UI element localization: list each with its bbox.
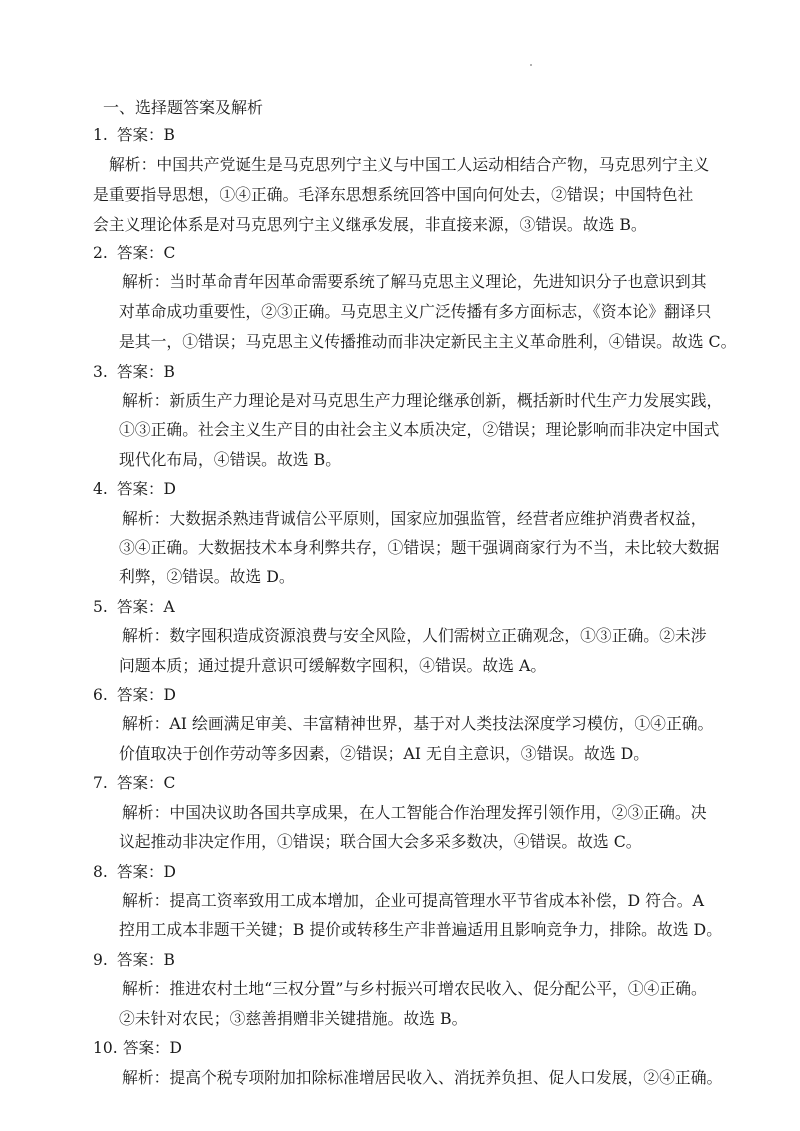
- answer-text: 答案：C: [117, 244, 176, 262]
- analysis-line: 解析：AI 绘画满足审美、丰富精神世界，基于对人类技法深度学习模仿，①④正确。: [122, 714, 714, 733]
- analysis-line: 解析：提高个税专项附加扣除标准增居民收入、消抚养负担、促人口发展，②④正确。: [122, 1068, 723, 1087]
- analysis-line: 价值取决于创作劳动等多因素，②错误；AI 无自主意识，③错误。故选 D。: [119, 744, 650, 763]
- answer-text: 答案：A: [117, 598, 175, 616]
- answer-line-4: [93, 477, 176, 501]
- item-number: 5.: [93, 598, 108, 616]
- item-number: 1.: [93, 126, 108, 144]
- item-number: 7.: [93, 774, 108, 792]
- item-number: 2.: [93, 244, 108, 262]
- answer-text: 答案：D: [117, 480, 176, 498]
- analysis-line: ③④正确。大数据技术本身利弊共存，①错误；题干强调商家行为不当，未比较大数据: [119, 538, 720, 557]
- item-number: 6.: [93, 686, 108, 704]
- analysis-line: 是其一，①错误；马克思主义传播推动而非决定新民主主义革命胜利，④错误。故选 C。: [119, 332, 737, 351]
- answer-line-9: [93, 948, 175, 972]
- item-number: 9.: [93, 951, 108, 969]
- item-number: 3.: [93, 363, 108, 381]
- analysis-line: 解析：推进农村土地“三权分置”与乡村振兴可增农民收入、促分配公平，①④正确。: [122, 979, 707, 998]
- analysis-line: 解析：中国决议助各国共享成果，在人工智能合作治理发挥引领作用，②③正确。决: [122, 803, 707, 822]
- item-number: 8.: [93, 863, 108, 881]
- scan-speck: [530, 64, 532, 66]
- section-title: 一、选择题答案及解析: [103, 98, 264, 117]
- analysis-line: ①③正确。社会主义生产目的由社会主义本质决定，②错误；理论影响而非决定中国式: [119, 420, 720, 439]
- analysis-line: 议起推动非决定作用，①错误；联合国大会多采多数决，④错误。故选 C。: [119, 832, 642, 851]
- analysis-line: 是重要指导思想，①④正确。毛泽东思想系统回答中国向何处去，②错误；中国特色社: [93, 185, 694, 204]
- answer-line-10: [93, 1036, 182, 1060]
- analysis-line: 解析：中国共产党诞生是马克思列宁主义与中国工人运动相结合产物，马克思列宁主义: [109, 155, 710, 174]
- analysis-line: 利弊，②错误。故选 D。: [119, 567, 295, 586]
- answer-text: 答案：C: [117, 774, 176, 792]
- item-number: 10.: [93, 1039, 118, 1057]
- answer-line-3: [93, 360, 175, 384]
- analysis-line: 问题本质；通过提升意识可缓解数字囤积，④错误。故选 A。: [119, 656, 547, 675]
- item-number: 4.: [93, 480, 108, 498]
- analysis-line: 解析：提高工资率致用工成本增加，企业可提高管理水平节省成本补偿，D 符合。A: [122, 891, 704, 910]
- answer-text: 答案：D: [117, 863, 176, 881]
- analysis-line: 解析：新质生产力理论是对马克思生产力理论继承创新，概括新时代生产力发展实践，: [122, 391, 723, 410]
- analysis-line: 对革命成功重要性，②③正确。马克思主义广泛传播有多方面标志，《资本论》翻译只: [119, 302, 712, 321]
- answer-line-8: [93, 860, 176, 884]
- answer-text: 答案：D: [123, 1039, 182, 1057]
- answer-line-7: [93, 771, 175, 795]
- analysis-line: 控用工成本非题干关键；B 提价或转移生产非普遍适用且影响竞争力，排除。故选 D。: [119, 920, 723, 939]
- analysis-line: 会主义理论体系是对马克思列宁主义继承发展，非直接来源，③错误。故选 B。: [93, 215, 647, 234]
- analysis-line: ②未针对农民；③慈善捐赠非关键措施。故选 B。: [119, 1009, 468, 1028]
- analysis-line: 现代化布局，④错误。故选 B。: [119, 450, 341, 469]
- analysis-line: 解析：当时革命青年因革命需要系统了解马克思主义理论，先进知识分子也意识到其: [122, 272, 707, 291]
- answer-line-6: [93, 683, 176, 707]
- answer-line-5: [93, 595, 175, 619]
- answer-line-2: [93, 241, 175, 265]
- answer-text: 答案：B: [117, 126, 175, 144]
- answer-text: 答案：D: [117, 686, 176, 704]
- answer-text: 答案：B: [117, 951, 175, 969]
- analysis-line: 解析：数字囤积造成资源浪费与安全风险，人们需树立正确观念，①③正确。②未涉: [122, 626, 707, 645]
- answer-text: 答案：B: [117, 363, 175, 381]
- analysis-line: 解析：大数据杀熟违背诚信公平原则，国家应加强监管，经营者应维护消费者权益，: [122, 509, 707, 528]
- answer-line-1: [93, 123, 175, 147]
